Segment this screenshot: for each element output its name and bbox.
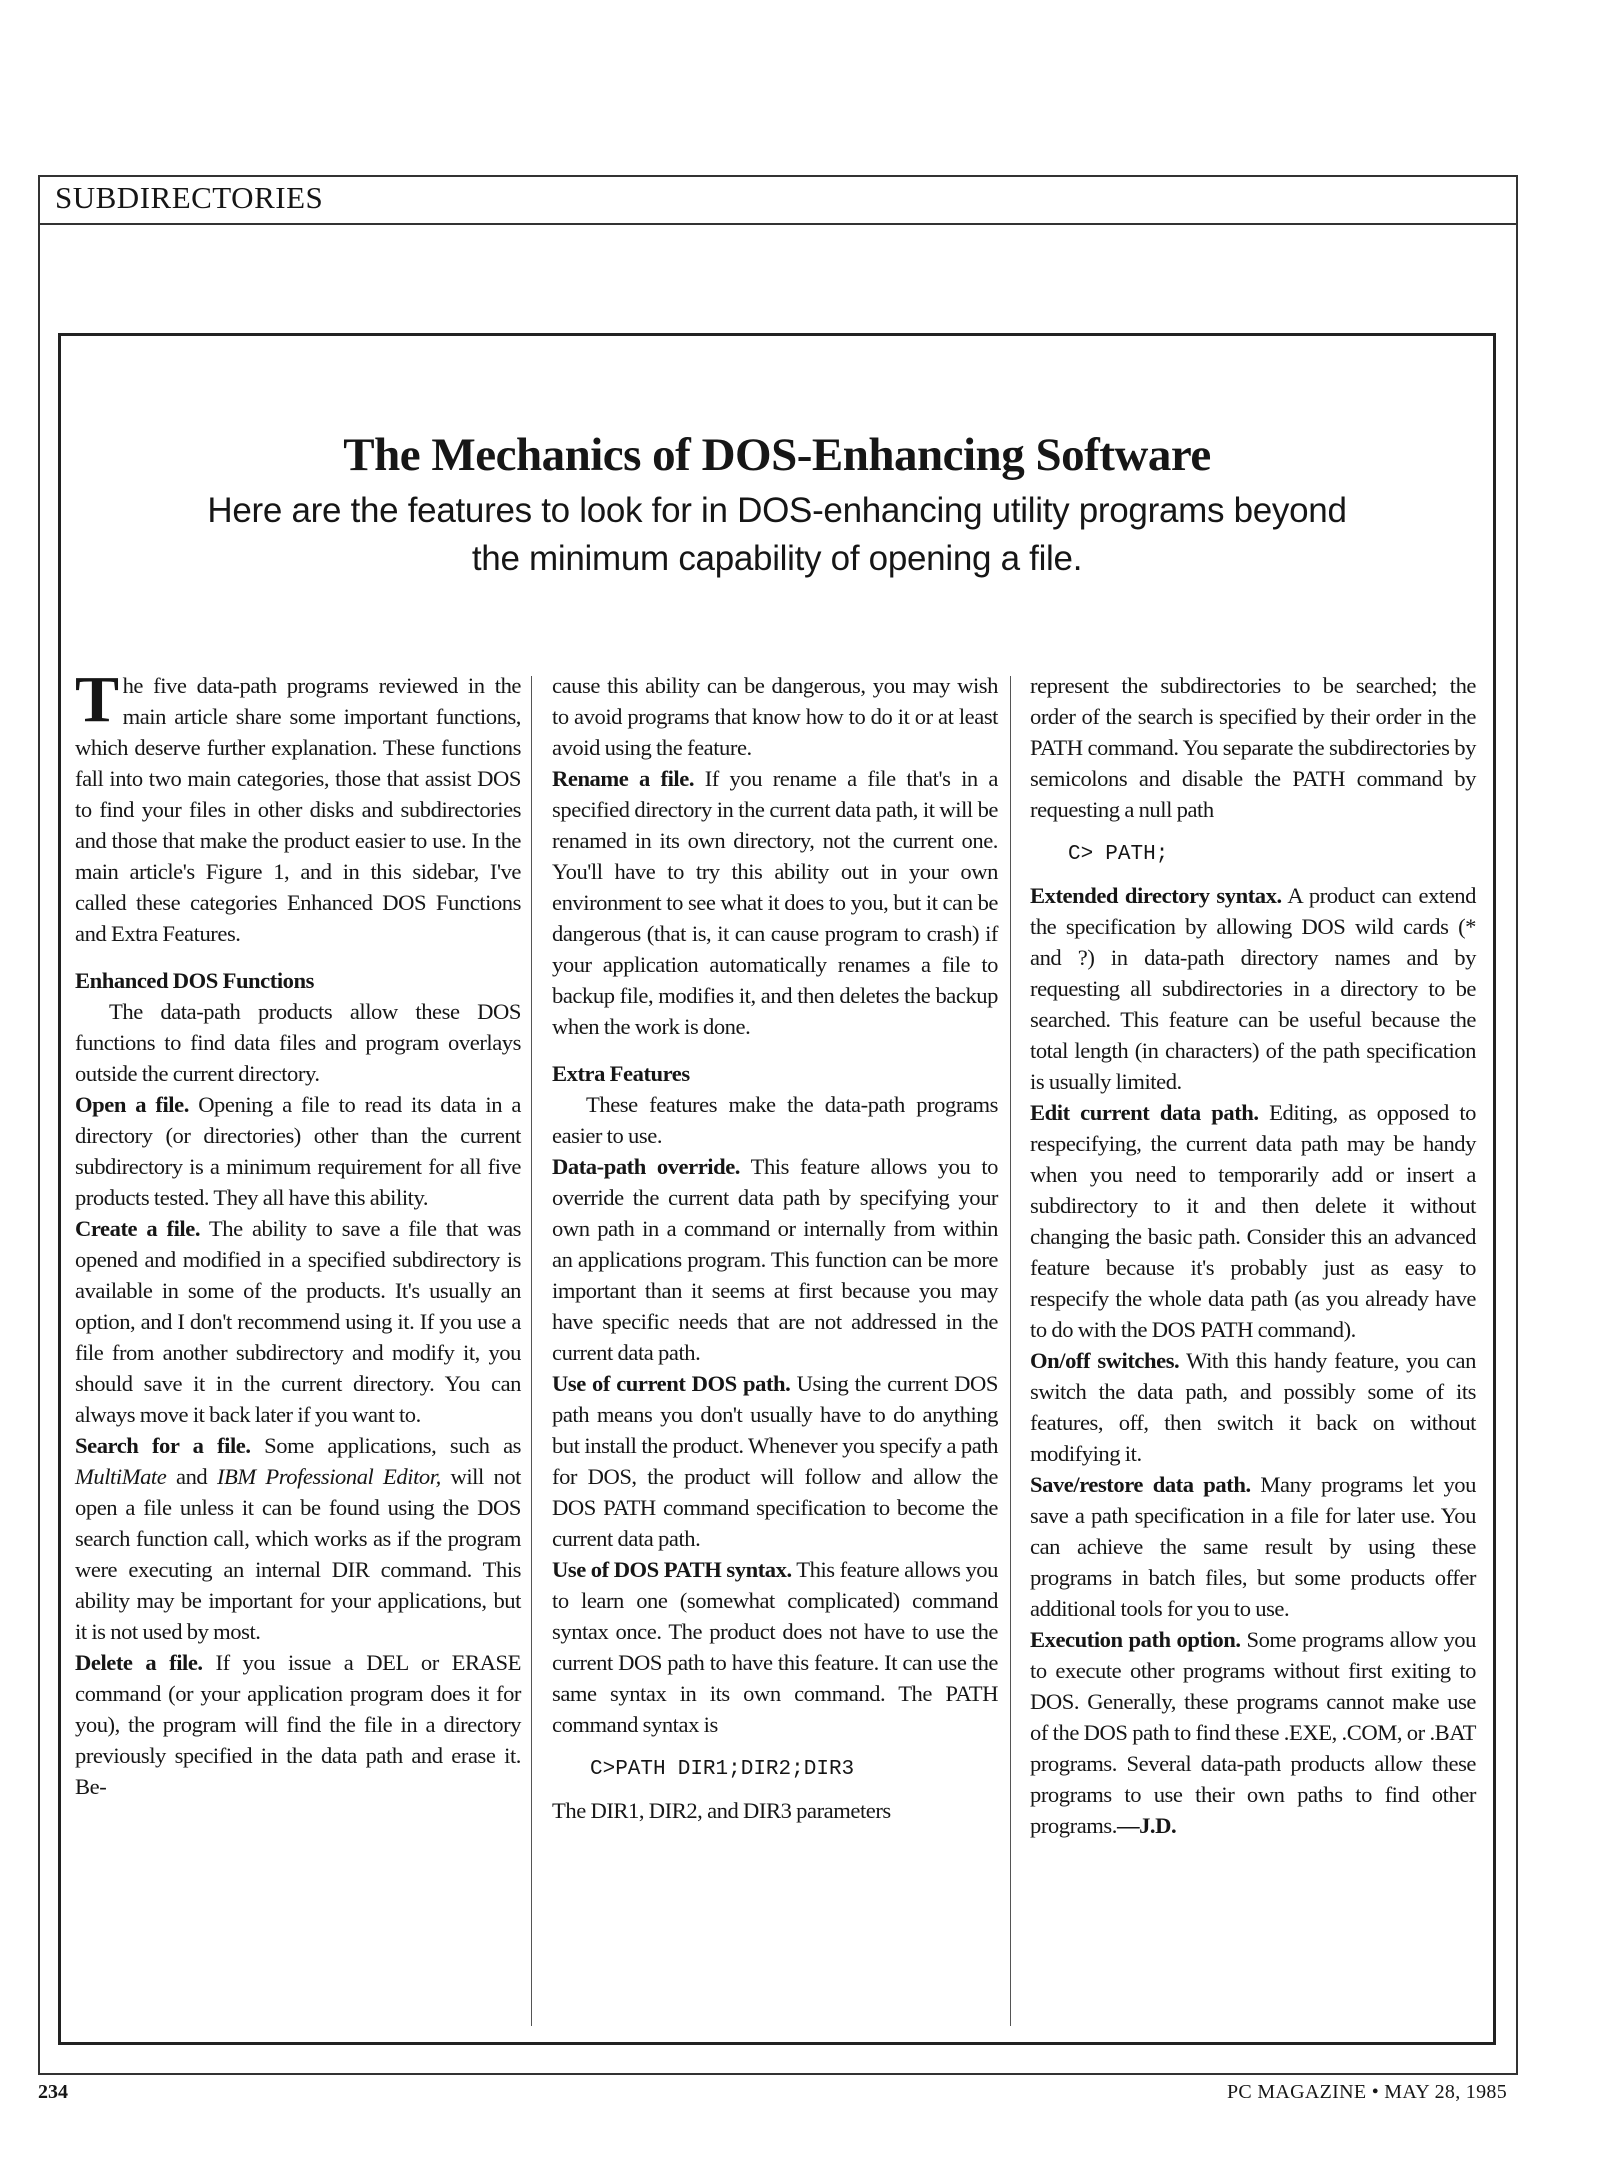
heading-extra-features: Extra Features bbox=[552, 1061, 690, 1086]
feature-extended-directory-syntax: Extended directory syntax. A product can extend the specification by allowing DOS wild cards (* and ?) in data-path directory names and by requesting all subdirectories in a directory to be searched. This feature can be useful because the total length (in characters) of the path specification is usually limited. bbox=[1030, 883, 1477, 1094]
column-divider-2 bbox=[1010, 676, 1011, 2026]
publication-info: PC MAGAZINE • MAY 28, 1985 bbox=[1226, 2081, 1507, 2103]
paragraph: The DIR1, DIR2, and DIR3 parameters bbox=[552, 1798, 891, 1823]
feature-open-a-file: Open a file. Opening a file to read its data in a directory (or directories) other than the current subdirectory is a minimum requirement for all five products tested. They all have this ability. bbox=[75, 1092, 521, 1210]
column-divider-1 bbox=[531, 676, 532, 2026]
paragraph: cause this ability can be dangerous, you may wish to avoid programs that know how to do it or at least avoid using the feature. bbox=[552, 673, 998, 760]
feature-search-for-a-file: Search for a file. Some applications, such as MultiMate and IBM Professional Editor, will not open a file unless it can be found using the DOS search function call, which works as if the program were executing an internal DIR command. This ability may be important for your applications, but it is not used by most. bbox=[75, 1433, 522, 1644]
feature-execution-path-option: Execution path option. Some programs allow you to execute other programs without first exiting to DOS. Generally, these programs cannot make use of the DOS path to find these .EXE, .COM, or .BAT programs. Several data-path products allow these programs to use their own paths to find other programs.—J.D. bbox=[1030, 1627, 1476, 1838]
column-2 bbox=[552, 670, 998, 1826]
column-3 bbox=[1030, 670, 1476, 1841]
feature-delete-a-file: Delete a file. If you issue a DEL or ERASE command (or your application program does it for you), the program will find the file in a directory previously specified in the data path and erase it. Be- bbox=[75, 1650, 521, 1799]
feature-use-of-current-dos-path: Use of current DOS path. Using the current DOS path means you don't usually have to do anything but install the product. Whenever you specify a path for DOS, the product will follow and allow the DOS PATH command specification to become the current data path. bbox=[552, 1371, 998, 1551]
page-number: 234 bbox=[38, 2081, 68, 2103]
feature-on-off-switches: On/off switches. With this handy feature, you can switch the data path, and possibly some of its features, off, then switch it back on without modifying it. bbox=[1030, 1348, 1476, 1466]
heading-enhanced-dos-functions: Enhanced DOS Functions bbox=[75, 968, 314, 993]
intro-paragraph: The five data-path programs reviewed in the main article share some important functions, which deserve further explanation. These functions fall into two main categories, those that assist DOS to find your files in other disks and subdirectories and those that make the product easier to use. In the main article's Figure 1, and in this sidebar, I've called these categories Enhanced DOS Functions and Extra Features. bbox=[75, 663, 521, 946]
paragraph: represent the subdirectories to be searched; the order of the search is specified by their order in the PATH command. You separate the subdirectories by semicolons and disable the PATH command by requesting a null path bbox=[1030, 673, 1476, 822]
feature-edit-current-data-path: Edit current data path. Editing, as opposed to respecifying, the current data path may be handy when you need to temporarily add or insert a subdirectory to it and then delete it without changing the basic path. Consider this an advanced feature because it's probably just as easy to respecify the whole data path (as you already have to do with the DOS PATH command). bbox=[1030, 1100, 1476, 1342]
author-signature: —J.D. bbox=[1116, 1813, 1177, 1838]
feature-create-a-file: Create a file. The ability to save a file that was opened and modified in a specified subdirectory is available in some of the products. It's usually an option, and I don't recommend using it. If you use a file from another subdirectory and modify it, you should save it in the current directory. You can always move it back later if you want to. bbox=[75, 1216, 521, 1427]
drop-cap: T bbox=[75, 663, 119, 736]
code-example: C>PATH DIR1;DIR2;DIR3 bbox=[590, 1758, 855, 1781]
article-subtitle: Here are the features to look for in DOS-enhancing utility programs beyond the minimum capability of opening a file. bbox=[207, 491, 1347, 578]
feature-data-path-override: Data-path override. This feature allows you to override the current data path by specifying your own path in a command or internally from within an applications program. This function can be more important than it seems at first because you may have specific needs that are not addressed in the current data path. bbox=[552, 1154, 998, 1365]
article-title: The Mechanics of DOS-Enhancing Software bbox=[343, 429, 1211, 481]
feature-rename-a-file: Rename a file. If you rename a file that's in a specified directory in the current data path, it will be renamed in its own directory, not the current one. You'll have to try this ability out in your own environment to see what it does to you, but it can be dangerous (that is, it can cause program to crash) if your application automatically renames a file to backup file, modifies it, and then deletes the backup when the work is done. bbox=[552, 766, 998, 1039]
column-1 bbox=[75, 663, 522, 1802]
section-title: SUBDIRECTORIES bbox=[55, 180, 324, 215]
feature-save-restore-data-path: Save/restore data path. Many programs let you save a path specification in a file for later use. You can achieve the same result by using these programs in batch files, but some products offer additional tools for you to use. bbox=[1030, 1472, 1476, 1621]
paragraph: The data-path products allow these DOS functions to find data files and program overlays outside the current directory. bbox=[75, 999, 521, 1086]
feature-use-of-dos-path-syntax: Use of DOS PATH syntax. This feature allows you to learn one (somewhat complicated) command syntax once. The product does not have to use the current DOS path to have this feature. It can use the same syntax in its own command. The PATH command syntax is bbox=[552, 1557, 998, 1737]
code-example: C> PATH; bbox=[1068, 843, 1169, 866]
paragraph: These features make the data-path programs easier to use. bbox=[552, 1092, 998, 1148]
